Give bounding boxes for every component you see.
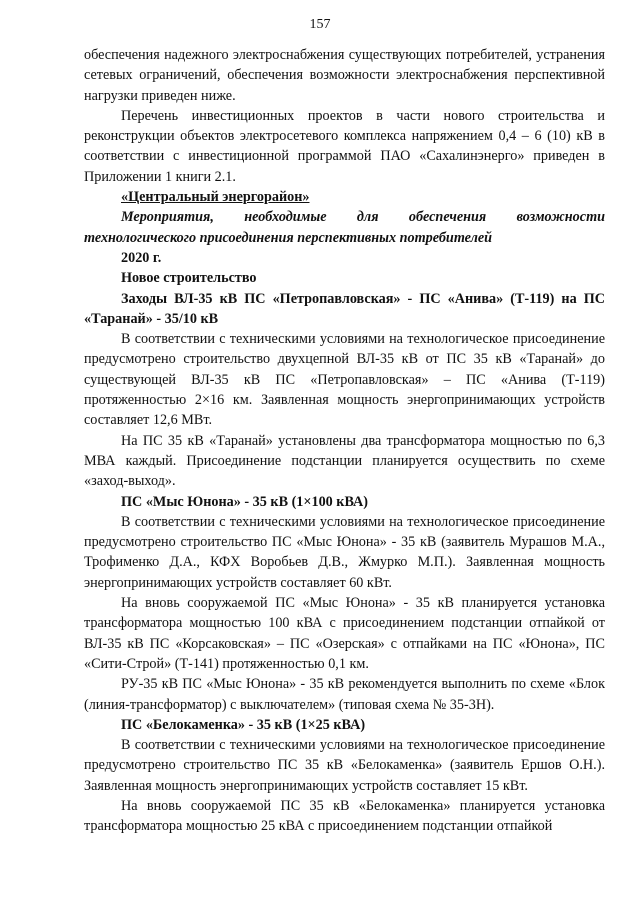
subheading-measures: Мероприятия, необходимые для обеспечения возможности технологического присоединения перспективных потребителей [84,209,605,246]
paragraph-belokamenka-transformer: На вновь сооружаемой ПС 35 кВ «Белокаменка» планируется установка трансформатора мощностью 25 кВА с присоединением подстанции отпайкой [84,797,605,835]
paragraph-taranai-conditions: В соответствии с техническими условиями на технологическое присоединение предусмотрено строительство двухцепной ВЛ-35 кВ от ПС 35 кВ «Таранай» до существующей ВЛ-35 кВ ПС «Петропавловская» – ПС «Анива (Т-119) протяженностью 2×16 км. Заявленная мощность энергопринимающих устройств составляет 12,6 МВт. [84,331,605,429]
paragraph-mys-yunona-scheme: РУ-35 кВ ПС «Мыс Юнона» - 35 кВ рекомендуется выполнить по схеме «Блок (линия-трансформатор) с выключателем» (типовая схема № 35-3Н). [84,676,605,713]
paragraph-mys-yunona-transformer: На вновь сооружаемой ПС «Мыс Юнона» - 35 кВ планируется установка трансформатора мощностью 100 кВА с присоединением подстанции отпайкой от ВЛ-35 кВ ПС «Корсаковская» – ПС «Озерская» с отпайками на ПС «Юнона», ПС «Сити-Строй» (Т-141) протяженностью 0,1 км. [84,595,605,672]
year-heading: 2020 г. [121,249,162,266]
section-heading-central-region: «Центральный энергорайон» [121,189,310,206]
paragraph-belokamenka-conditions: В соответствии с техническими условиями на технологическое присоединение предусмотрено строительство ПС 35 кВ «Белокаменка» (заявитель Ершов О.Н.). Заявленная мощность энергопринимающих устройств составляет 15 кВт. [84,737,605,794]
page-body [84,45,605,837]
new-construction-heading: Новое строительство [121,270,257,287]
paragraph-mys-yunona-conditions: В соответствии с техническими условиями на технологическое присоединение предусмотрено строительство ПС «Мыс Юнона» - 35 кВ (заявитель Мурашов М.А., Трофименко Д.А., КФХ Воробьев Д.В., Жмурко М.П.). Заявленная мощность энергопринимающих устройств составляет 60 кВт. [84,513,605,591]
project-heading-belokamenka: ПС «Белокаменка» - 35 кВ (1×25 кВА) [121,716,366,733]
paragraph-investment-list: Перечень инвестиционных проектов в части нового строительства и реконструкции объектов электросетевого комплекса напряжением 0,4 – 6 (10) кВ в соответствии с инвестиционной программой ПАО «Сахалинэнерго» приведен в Приложении 1 книги 2.1. [84,107,605,185]
paragraph-intro-continuation: обеспечения надежного электроснабжения существующих потребителей, устранения сетевых ограничений, обеспечения возможности электроснабжения перспективной нагрузки приведен ниже. [84,47,605,104]
project-heading-mys-yunona: ПС «Мыс Юнона» - 35 кВ (1×100 кВА) [121,493,369,510]
paragraph-taranai-transformers: На ПС 35 кВ «Таранай» установлены два трансформатора мощностью по 6,3 МВА каждый. Присоединение подстанции планируется осуществить по схеме «заход-выход». [84,432,605,490]
page-number: 157 [309,17,331,32]
project-heading-taranai: Заходы ВЛ-35 кВ ПС «Петропавловская» - ПС «Анива» (Т-119) на ПС «Таранай» - 35/10 кВ [84,290,605,327]
